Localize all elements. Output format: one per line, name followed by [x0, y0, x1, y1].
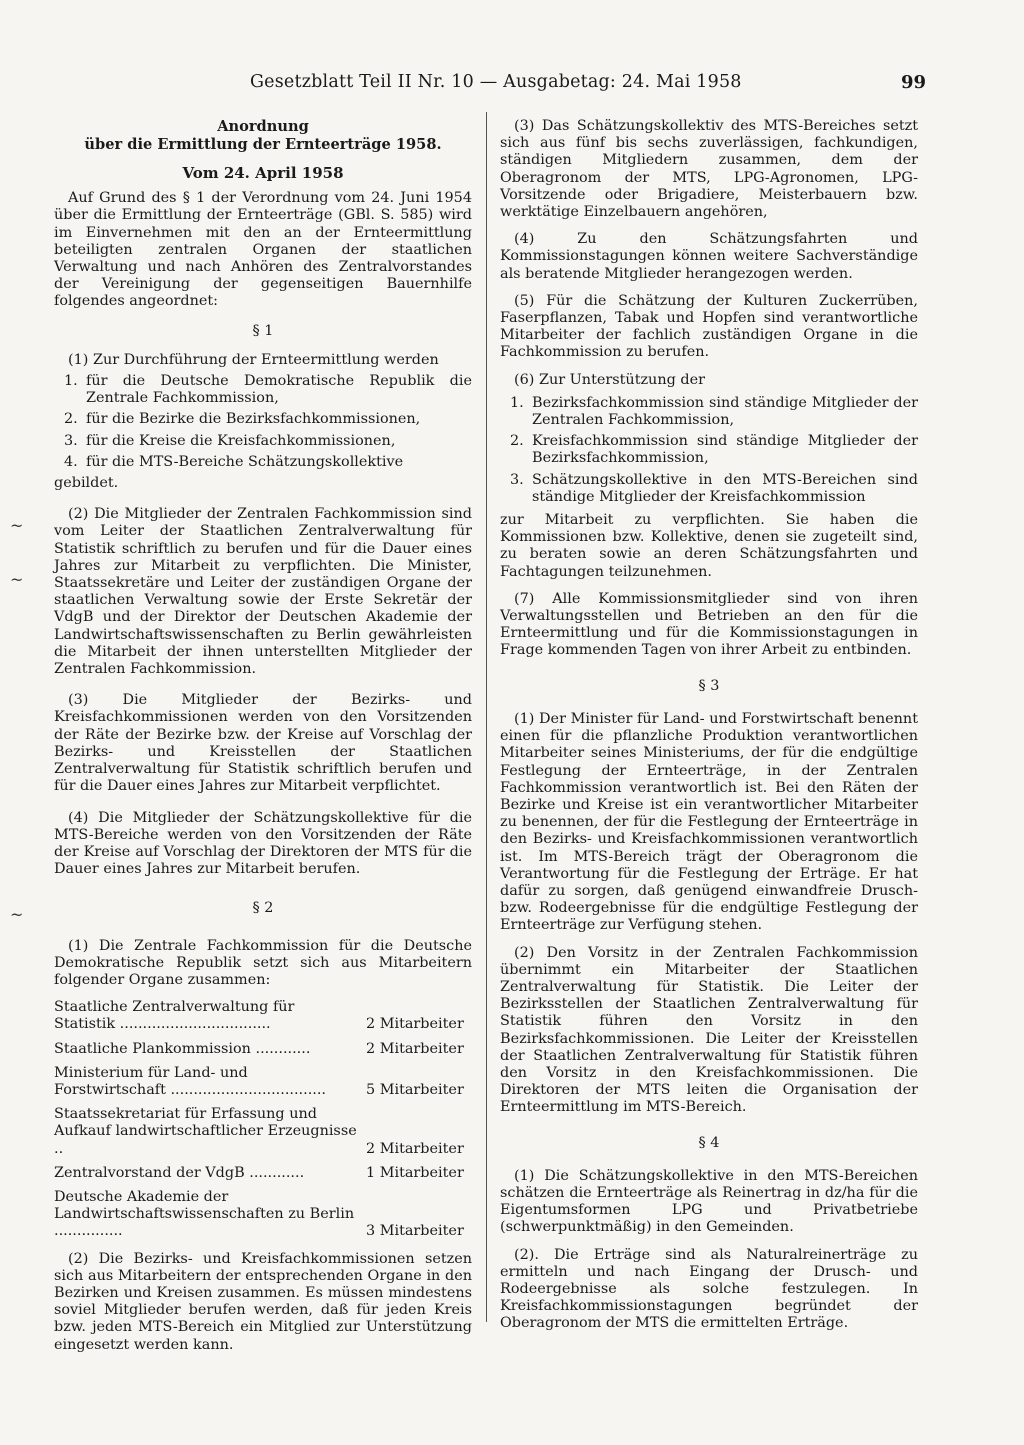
- list-number: 1.: [510, 394, 524, 411]
- paragraph: (2). Die Erträge sind als Naturalreinerträge zu ermitteln und nach Eingang der Drusch- und Rodeergebnisse als solche festzulegen. In Kreisfachkommissionstagungen begründet der Oberagronom der MTS die ermittelten Erträge.: [500, 1246, 918, 1332]
- member-count: 3 Mitarbeiter: [366, 1223, 464, 1240]
- paragraph: (5) Für die Schätzung der Kulturen Zuckerrüben, Faserpflanzen, Tabak und Hopfen sind verantwortliche Mitarbeiter der fachlich zuständigen Organe in die Fachkommission zu berufen.: [500, 292, 918, 361]
- paragraph: (4) Die Mitglieder der Schätzungskollektive für die MTS-Bereiche werden von den Vorsitzenden der Räte der Kreise auf Vorschlag der Direktoren der MTS für die Dauer eines Jahres zur Mitarbeit berufen.: [54, 809, 472, 878]
- list-item: [500, 433, 918, 467]
- list-number: 1.: [64, 373, 78, 390]
- member-count: 1 Mitarbeiter: [366, 1164, 464, 1181]
- left-column: [54, 118, 472, 1364]
- org-name: Deutsche Akademie der Landwirtschaftswissenschaften zu Berlin ...............: [54, 1188, 355, 1240]
- table-row: [54, 999, 472, 1033]
- paragraph: (3) Die Mitglieder der Bezirks- und Kreisfachkommissionen werden von den Vorsitzenden der Räte der Bezirke bzw. der Kreise auf Vorschlag der Bezirks- und Kreisstellen der Staatlichen Zentralverwaltung für Statistik schriftlich berufen und für die Dauer eines Jahres zur Mitarbeit verpflichtet.: [54, 692, 472, 795]
- org-name: Staatliche Zentralverwaltung für Statistik .................................: [54, 999, 295, 1033]
- list-item: [54, 433, 472, 450]
- list-text: Kreisfachkommission sind ständige Mitglieder der Bezirksfachkommission,: [532, 433, 918, 467]
- table-row: [54, 1065, 472, 1099]
- paragraph: zur Mitarbeit zu verpflichten. Sie haben die Kommissionen bzw. Kollektive, denen sie zugeteilt sind, zu beraten sowie an deren Schätzungsfahrten und Fachtagungen teilzunehmen.: [500, 512, 918, 580]
- paragraph: (4) Zu den Schätzungsfahrten und Kommissionstagungen können weitere Sachverständige als beratende Mitglieder herangezogen werden.: [500, 231, 918, 282]
- right-column: [500, 118, 918, 1343]
- list-number: 3.: [64, 432, 78, 449]
- table-row: [54, 1165, 472, 1182]
- org-name: Staatssekretariat für Erfassung und Aufkauf landwirtschaftlicher Erzeugnisse ..: [54, 1106, 357, 1157]
- list-text: für die Deutsche Demokratische Republik die Zentrale Fachkommission,: [86, 373, 472, 407]
- margin-mark: ~: [10, 570, 24, 589]
- list-number: 2.: [64, 411, 78, 428]
- paragraph: (2) Die Mitglieder der Zentralen Fachkommission sind vom Leiter der Staatlichen Zentralverwaltung für Statistik schriftlich zu berufen und für die Dauer eines Jahres zur Mitarbeit zu verpflichten. Die Minister, Staatssekretäre und Leiter der zuständigen Organe der staatlichen Verwaltung sowie der Erste Sekretär der VdgB und der Direktor der Deutschen Akademie der Landwirtschaftswissenschaften zu Berlin gewährleisten die Mitarbeit der ihnen unterstellten Mitglieder der Zentralen Fachkommission.: [54, 506, 472, 678]
- document-title: Anordnung: [217, 118, 309, 135]
- org-name: Zentralvorstand der VdgB ............: [54, 1164, 305, 1181]
- running-title: Gesetzblatt Teil II Nr. 10 — Ausgabetag: 24. Mai 1958: [250, 72, 742, 92]
- paragraph: (6) Zur Unterstützung der: [514, 371, 705, 388]
- paragraph: (1) Der Minister für Land- und Forstwirtschaft benennt einen für die pflanzliche Produktion verantwortlichen Mitarbeiter seines Ministeriums, der für die endgültige Festlegung der Ernteerträge, in der Zentralen Fachkommission verantwortlich ist. Bei den Räten der Bezirke und Kreise ist ein verantwortlicher Mitarbeiter zu benennen, der für die Festlegung der Ernteerträge in den Bezirks- und Kreisfachkommissionen verantwortlich ist. Im MTS-Bereich trägt der Oberagronom die Verantwortung für die Festlegung der Erträge. Er hat dafür zu sorgen, daß genügend einwandfreie Drusch- bzw. Rodeergebnisse für die endgültige Festlegung der Ernteerträge zur Verfügung stehen.: [500, 710, 918, 934]
- page-header: [60, 72, 926, 102]
- section-4-heading: § 4: [698, 1134, 720, 1151]
- margin-mark: ~: [10, 905, 24, 924]
- margin-mark: ~: [10, 516, 24, 535]
- paragraph: (1) Die Zentrale Fachkommission für die Deutsche Demokratische Republik setzt sich aus Mitarbeitern folgender Organe zusammen:: [54, 937, 472, 988]
- member-count: 2 Mitarbeiter: [366, 1140, 464, 1157]
- list-item: [500, 472, 918, 506]
- list-text: für die MTS-Bereiche Schätzungskollektive: [86, 453, 404, 470]
- list-text: Bezirksfachkommission sind ständige Mitglieder der Zentralen Fachkommission,: [532, 394, 918, 429]
- document-date: Vom 24. April 1958: [182, 164, 344, 182]
- table-row: [54, 1106, 472, 1158]
- column-divider: [486, 112, 487, 1322]
- paragraph: (1) Zur Durchführung der Ernteermittlung werden: [68, 351, 439, 368]
- list-number: 4.: [64, 453, 78, 470]
- list-item: [54, 411, 472, 428]
- table-row: [54, 1041, 472, 1058]
- document-subtitle: über die Ermittlung der Ernteerträge 1958.: [84, 135, 442, 153]
- org-name: Staatliche Plankommission ............: [54, 1040, 311, 1057]
- paragraph: (2) Den Vorsitz in der Zentralen Fachkommission übernimmt ein Mitarbeiter der Staatlichen Zentralverwaltung für Statistik. Die Leiter der Bezirksstellen der Staatlichen Zentralverwaltung für Statistik führen den Vorsitz in den Bezirksfachkommissionen. Die Leiter der Kreisstellen der Staatlichen Zentralverwaltung für Statistik führen den Vorsitz in den Kreisfachkommissionen. Die Direktoren der MTS leiten die Organisation der Ernteermittlung im MTS-Bereich.: [500, 944, 918, 1116]
- list-number: 3.: [510, 471, 524, 488]
- paragraph: gebildet.: [54, 475, 119, 492]
- list-item: [54, 373, 472, 407]
- paragraph: (1) Die Schätzungskollektive in den MTS-Bereichen schätzen die Ernteerträge als Reinertrag in dz/ha für die Eigentumsformen LPG und Privatbetriebe (schwerpunktmäßig) in den Gemeinden.: [500, 1167, 918, 1236]
- page-number: 99: [900, 72, 926, 93]
- section-3-heading: § 3: [698, 677, 720, 694]
- list-number: 2.: [510, 433, 524, 450]
- list-item: [500, 395, 918, 429]
- preamble: Auf Grund des § 1 der Verordnung vom 24. Juni 1954 über die Ermittlung der Ernteerträge (GBl. S. 585) wird im Einvernehmen mit den an der Ernteermittlung beteiligten zentralen Organen der staatlichen Verwaltung und nach Anhören des Zentralvorstandes der Vereinigung der gegenseitigen Bauernhilfe folgendes angeordnet:: [54, 190, 472, 310]
- member-count: 2 Mitarbeiter: [366, 1016, 464, 1033]
- list-text: für die Bezirke die Bezirksfachkommissionen,: [86, 411, 421, 428]
- paragraph: (7) Alle Kommissionsmitglieder sind von ihren Verwaltungsstellen und Betrieben an den für die Ernteermittlung und für die Kommissionstagungen in Frage kommenden Tagen von ihrer Arbeit zu entbinden.: [500, 590, 918, 659]
- list-text: für die Kreise die Kreisfachkommissionen,: [86, 432, 396, 449]
- paragraph: (3) Das Schätzungskollektiv des MTS-Bereiches setzt sich aus fünf bis sechs zuverlässigen, fachkundigen, ständigen Mitgliedern zusammen, dem der Oberagronom der MTS, LPG-Agronomen, LPG-Vorsitzende oder Brigadiere, Meisterbauern bzw. werktätige Einzelbauern angehören,: [500, 118, 918, 221]
- section-2-heading: § 2: [252, 900, 274, 917]
- list-item: [54, 454, 472, 471]
- member-count: 2 Mitarbeiter: [366, 1040, 464, 1057]
- table-row: [54, 1189, 472, 1241]
- paragraph: (2) Die Bezirks- und Kreisfachkommissionen setzen sich aus Mitarbeitern der entsprechenden Organe in den Bezirken und Kreisen zusammen. Es müssen mindestens soviel Mitglieder berufen werden, daß für jeden Kreis bzw. jeden MTS-Bereich ein Mitglied zur Unterstützung eingesetzt werden kann.: [54, 1250, 472, 1353]
- member-count: 5 Mitarbeiter: [366, 1081, 464, 1098]
- member-table: [54, 999, 472, 1240]
- section-1-heading: § 1: [252, 322, 274, 339]
- list-text: Schätzungskollektive in den MTS-Bereichen sind ständige Mitglieder der Kreisfachkommission: [532, 471, 918, 505]
- org-name: Ministerium für Land- und Forstwirtschaft ..................................: [54, 1064, 326, 1098]
